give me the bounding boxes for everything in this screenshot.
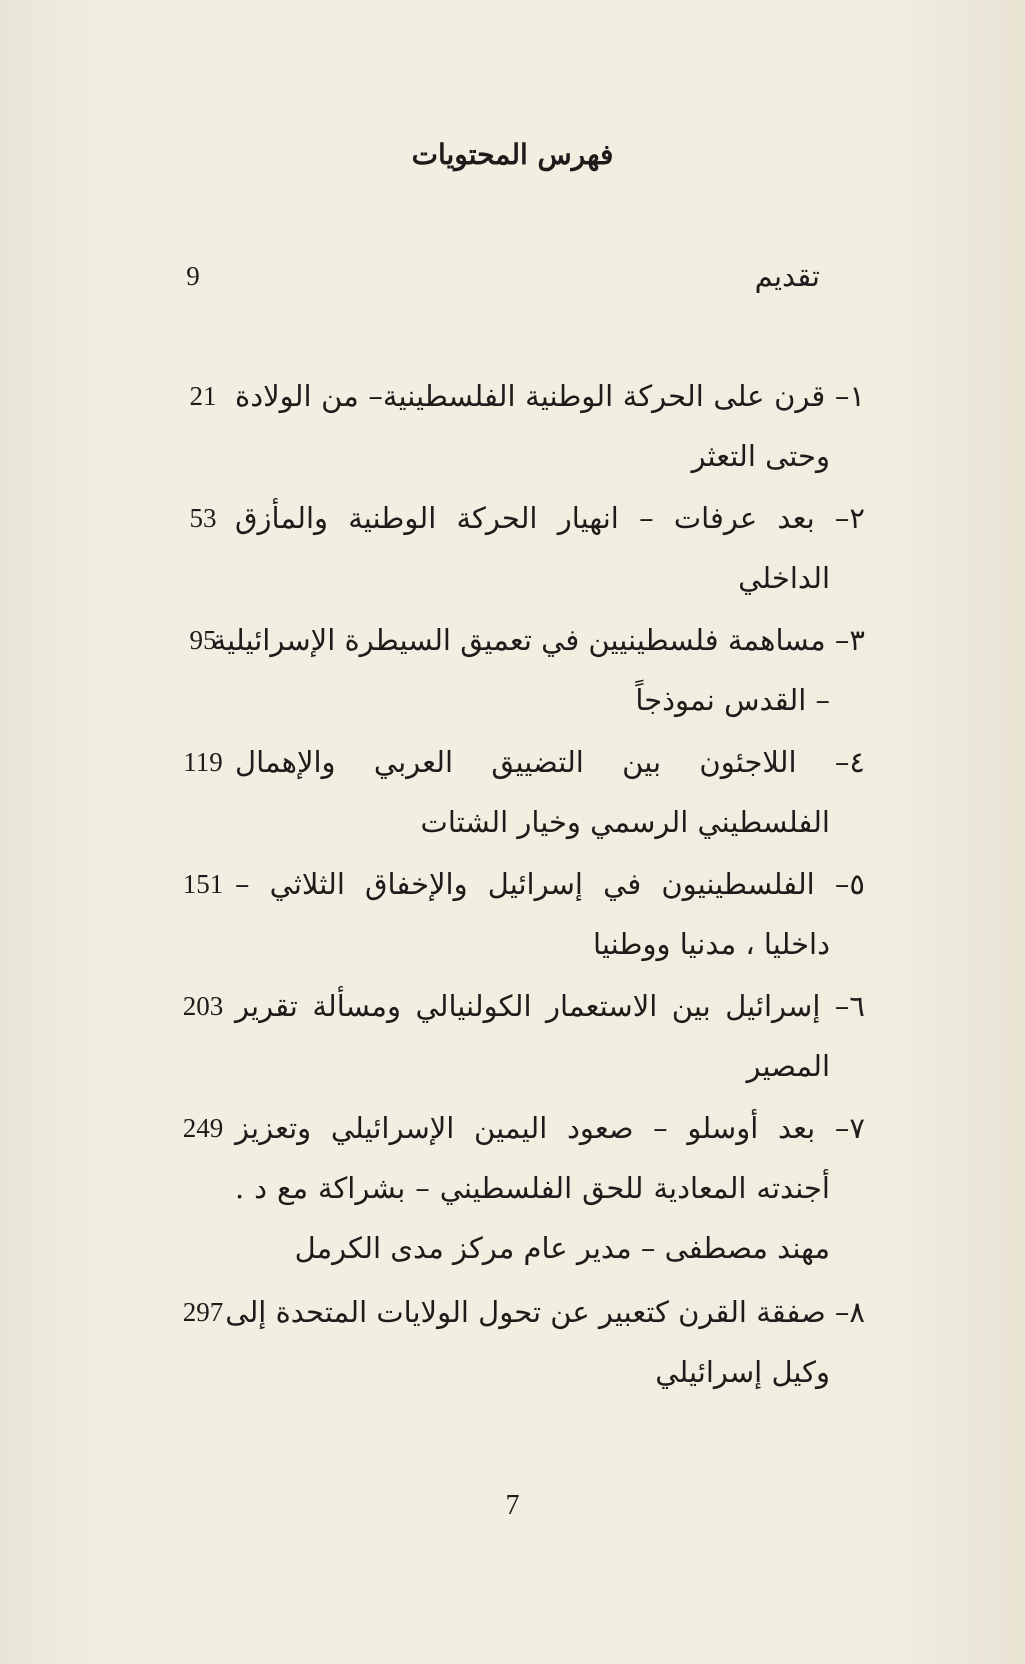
toc-entry-title: مهند مصطفى – مدير عام مركز مدى الكرمل [294, 1231, 830, 1265]
toc-entry-title: تقديم [754, 259, 820, 293]
toc-entry [0, 612, 1025, 668]
toc-entry-page: 119 [183, 747, 223, 777]
toc-entry [0, 368, 1025, 424]
toc-entry-title: – القدس نموذجاً [635, 683, 830, 717]
toc-entry-title: أجندته المعادية للحق الفلسطيني – بشراكة مع د . [235, 1171, 830, 1205]
toc-entry-intro [0, 248, 1025, 304]
toc-entry-title: ٢– بعد عرفات – انهيار الحركة الوطنية والمأزق [235, 501, 865, 535]
toc-entry [0, 734, 1025, 790]
toc-entry-title: ٤– اللاجئون بين التضييق العربي والإهمال [235, 745, 865, 779]
toc-entry-continuation [0, 1220, 1025, 1276]
toc-entry-continuation [0, 428, 1025, 484]
toc-entry [0, 978, 1025, 1034]
page-number: 7 [505, 1490, 520, 1521]
toc-entry-page: 297 [182, 1297, 224, 1327]
toc-entry-continuation [0, 794, 1025, 850]
toc-entry-title: ٥– الفلسطينيون في إسرائيل والإخفاق الثلاثي – [235, 867, 865, 901]
toc-entry-title: ٨– صفقة القرن كتعبير عن تحول الولايات المتحدة إلى [225, 1295, 865, 1329]
toc-entry-continuation [0, 550, 1025, 606]
toc-entry-title: الداخلي [738, 561, 830, 595]
toc-entry-page: 95 [189, 625, 217, 655]
toc-entry [0, 856, 1025, 912]
toc-entry-title: المصير [746, 1049, 830, 1083]
toc-entry [0, 1100, 1025, 1156]
toc-entry-title: ١– قرن على الحركة الوطنية الفلسطينية– من الولادة [235, 379, 865, 413]
toc-entry-page: 249 [182, 1113, 224, 1143]
toc-entry-continuation [0, 1344, 1025, 1400]
toc-entry-page: 21 [189, 381, 217, 411]
toc-entry-title: ٣– مساهمة فلسطينيين في تعميق السيطرة الإسرائيلية [211, 623, 865, 657]
toc-entry-title: ٧– بعد أوسلو – صعود اليمين الإسرائيلي وتعزيز [235, 1111, 865, 1145]
toc-entry-continuation [0, 1160, 1025, 1216]
toc-entry-title: ٦– إسرائيل بين الاستعمار الكولنيالي ومسألة تقرير [235, 989, 865, 1023]
page-title: فهرس المحتويات [411, 138, 614, 171]
toc-entry-continuation [0, 916, 1025, 972]
toc-entry-continuation [0, 672, 1025, 728]
toc-entry-page: 203 [182, 991, 224, 1021]
toc-entry-title: وكيل إسرائيلي [655, 1355, 830, 1389]
toc-entry-page: 53 [189, 503, 217, 533]
toc-entry [0, 1284, 1025, 1340]
toc-entry-page: 9 [186, 261, 200, 291]
toc-entry-title: الفلسطيني الرسمي وخيار الشتات [420, 805, 830, 839]
toc-entry-title: داخليا ، مدنيا ووطنيا [593, 927, 830, 961]
toc-entry-title: وحتى التعثر [691, 439, 830, 473]
toc-entry-page: 151 [182, 869, 224, 899]
toc-entry [0, 490, 1025, 546]
toc-entry-continuation [0, 1038, 1025, 1094]
